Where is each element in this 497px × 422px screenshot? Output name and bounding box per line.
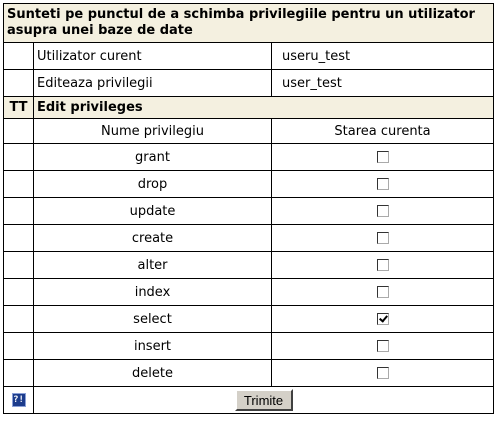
privilege-row-grant [4,144,494,171]
form-title: Sunteti pe punctul de a schimba privilegiile pentru un utilizator asupra unei baze de date [4,4,494,43]
row-spacer [4,70,34,97]
row-spacer [4,144,34,171]
privilege-state-cell [272,360,494,387]
privilege-row-index [4,279,494,306]
privilege-checkbox-create[interactable] [377,232,389,244]
privilege-checkbox-select[interactable] [377,313,389,325]
privilege-row-delete [4,360,494,387]
privilege-name: update [34,198,272,225]
edit-privileges-value: user_test [272,70,494,97]
privilege-name: insert [34,333,272,360]
help-cell [4,387,34,414]
current-user-label: Utilizator curent [34,43,272,70]
privilege-checkbox-update[interactable] [377,205,389,217]
privilege-name: create [34,225,272,252]
privilege-checkbox-index[interactable] [377,286,389,298]
help-icon[interactable]: ?! [13,395,24,405]
privilege-row-select [4,306,494,333]
current-user-value: useru_test [272,43,494,70]
form-footer-row [4,387,494,414]
section-tag: TT [4,97,34,119]
privilege-state-cell [272,306,494,333]
privilege-row-update [4,198,494,225]
section-header-row [4,97,494,119]
row-spacer [4,279,34,306]
privilege-checkbox-alter[interactable] [377,259,389,271]
privilege-name: index [34,279,272,306]
privilege-state-cell [272,333,494,360]
privilege-row-alter [4,252,494,279]
privilege-row-drop [4,171,494,198]
row-spacer [4,43,34,70]
current-user-row [4,43,494,70]
privilege-checkbox-drop[interactable] [377,178,389,190]
privilege-name: drop [34,171,272,198]
privilege-name: alter [34,252,272,279]
row-spacer [4,171,34,198]
edit-user-row [4,70,494,97]
row-spacer [4,306,34,333]
submit-cell [34,387,494,414]
row-spacer [4,119,34,144]
privileges-form-table [3,3,494,414]
privilege-state-cell [272,171,494,198]
privilege-name: delete [34,360,272,387]
privilege-state-cell [272,225,494,252]
privilege-name: grant [34,144,272,171]
privilege-state-cell [272,144,494,171]
privilege-row-create [4,225,494,252]
row-spacer [4,333,34,360]
row-spacer [4,360,34,387]
privilege-name: select [34,306,272,333]
column-header-row [4,119,494,144]
row-spacer [4,225,34,252]
form-title-row [4,4,494,43]
privilege-state-cell [272,198,494,225]
column-header-privilege: Nume privilegiu [34,119,272,144]
privilege-checkbox-insert[interactable] [377,340,389,352]
section-title: Edit privileges [34,97,494,119]
submit-button[interactable]: Trimite [235,389,293,411]
privilege-row-insert [4,333,494,360]
column-header-state: Starea curenta [272,119,494,144]
privilege-state-cell [272,252,494,279]
row-spacer [4,198,34,225]
edit-privileges-label: Editeaza privilegii [34,70,272,97]
privilege-state-cell [272,279,494,306]
row-spacer [4,252,34,279]
privilege-checkbox-delete[interactable] [377,367,389,379]
privilege-checkbox-grant[interactable] [377,151,389,163]
